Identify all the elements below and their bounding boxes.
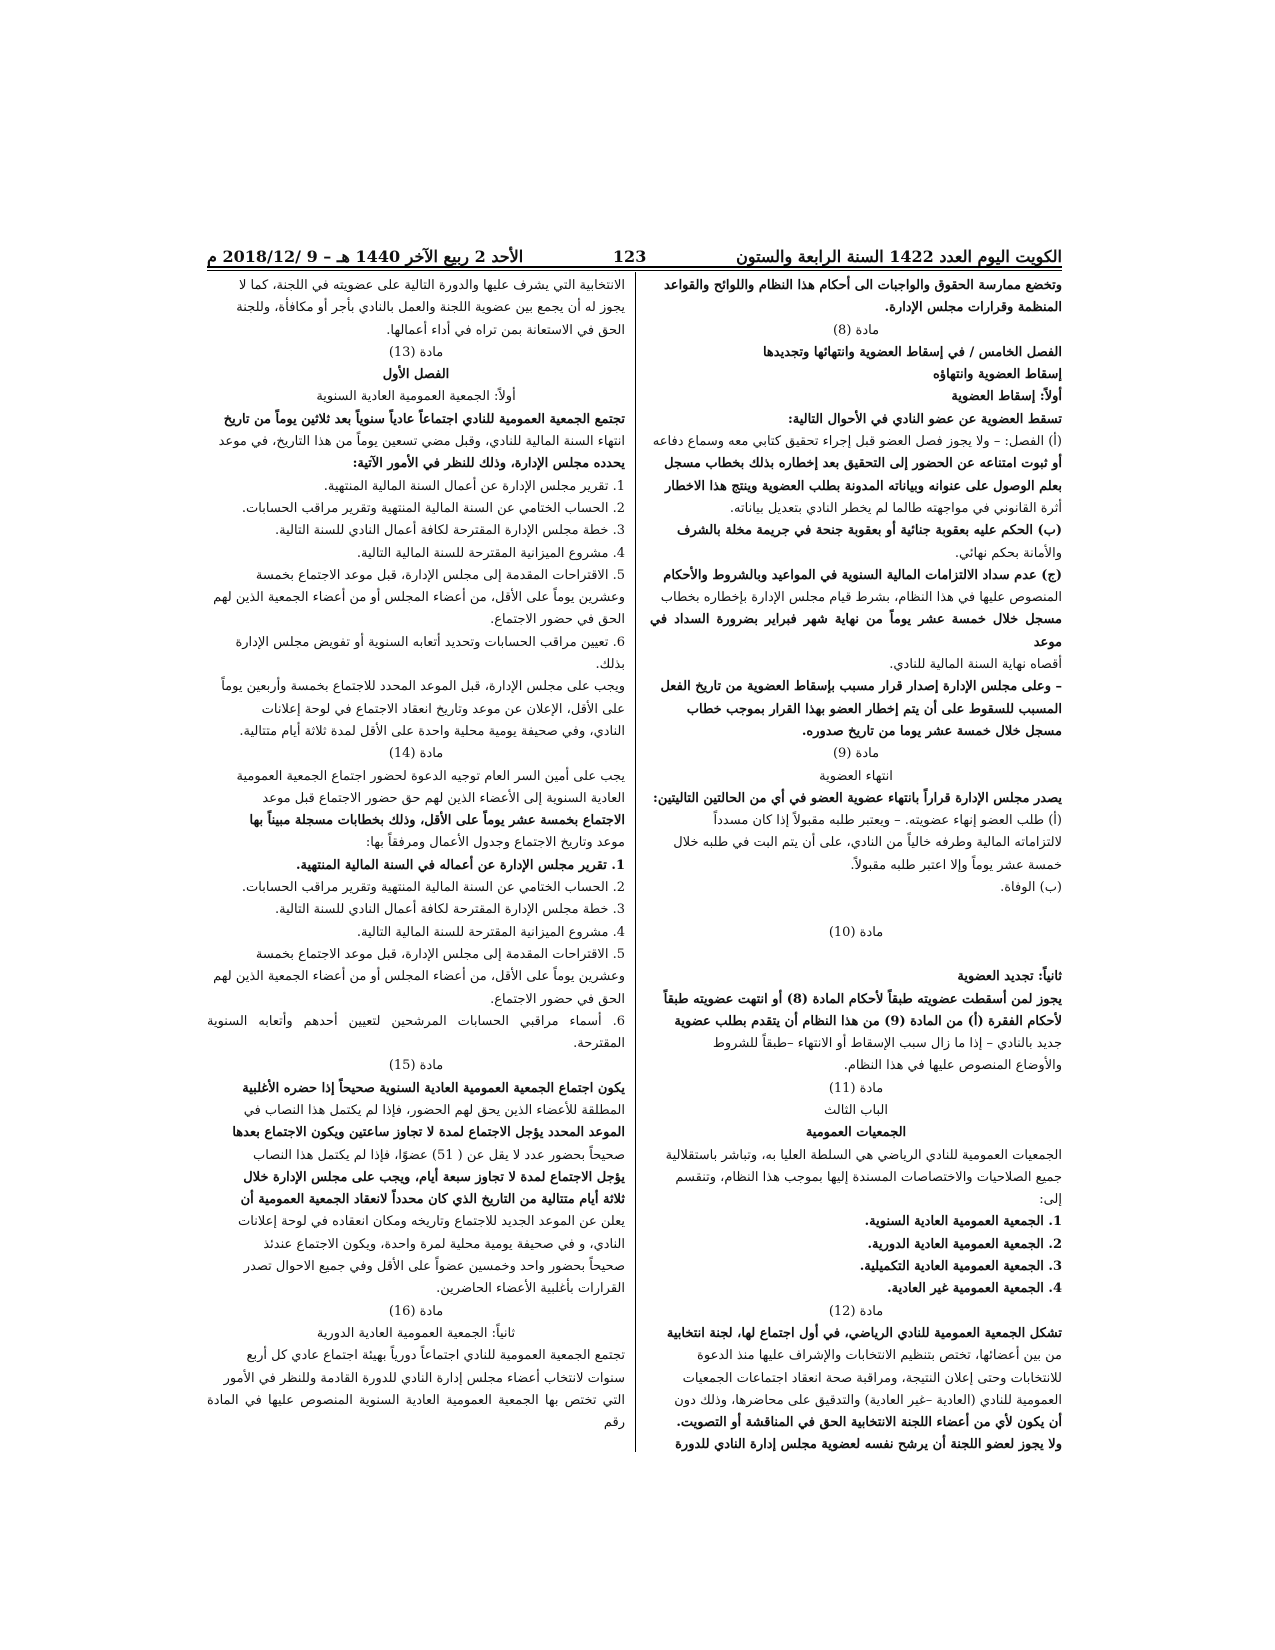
text-line: يصدر مجلس الإدارة قراراً بانتهاء عضوية العضو في أي من الحالتين التاليتين: [653,790,1062,806]
text-line: المنصوص عليها في هذا النظام، بشرط قيام مجلس الإدارة بإخطاره بخطاب [660,590,1062,606]
text-line: 3. خطة مجلس الإدارة المقترحة لكافة أعمال النادي للسنة التالية. [275,523,625,539]
text-line: المنظمة وقرارات مجلس الإدارة. [884,300,1062,316]
text-line: 4. مشروع الميزانية المقترحة للسنة المالية التالية. [356,545,625,561]
text-line: الحق في حضور الاجتماع. [490,612,625,628]
header-rule [207,266,1062,268]
text-line: النادي، وفي صحيفة يومية محلية واحدة على الأقل لمدة ثلاثة أيام متتالية. [239,723,625,739]
text-line: المطلقة للأعضاء الذين يحق لهم الحضور، فإذا لم يكتمل هذا النصاب في [243,1102,625,1118]
text-line: انتهاء العضوية [819,768,893,784]
text-line: 6. أسماء مراقبي الحسابات المرشحين لتعيين أحدهم وأتعابه السنوية المقترحة. [207,1013,625,1052]
text-line: القرارات بأغلبية الأعضاء الحاضرين. [436,1281,625,1297]
text-line: (ج) عدم سداد الالتزامات المالية السنوية في المواعيد وبالشروط والأحكام [663,567,1062,583]
text-line: الموعد المحدد يؤجل الاجتماع لمدة لا تجاوز ساعتين ويكون الاجتماع بعدها [232,1125,625,1141]
text-line: 3. الجمعية العمومية العادية التكميلية. [859,1259,1062,1275]
page-number: 123 [612,247,647,266]
text-line: مادة (14) [388,746,444,762]
text-line: موعد وتاريخ الاجتماع وجدول الأعمال ومرفقاً بها: [365,835,625,851]
header-rule-thin [207,270,1062,271]
text-line: (أ) طلب العضو إنهاء عضويته. – ويعتبر طلبه مقبولاً إذا كان مسدداً [713,813,1062,829]
text-line: الانتخابية التي يشرف عليها والدورة التالية على عضويته في اللجنة، كما لا [238,278,625,293]
text-line: مادة (12) [828,1303,884,1319]
text-line: 2. الجمعية العمومية العادية الدورية. [867,1236,1062,1252]
header-date: الأحد 2 ربيع الآخر 1440 هـ – 9 /2018/12 م [207,247,524,266]
text-line: (ب) الحكم عليه بعقوبة جنائية أو بعقوبة جنحة في جريمة مخلة بالشرف [676,523,1062,539]
text-line: النادي، و في صحيفة يومية محلية لمرة واحدة، ويكون الاجتماع عندئذ [263,1236,625,1252]
text-line: مادة (8) [832,322,880,338]
text-line: 5. الاقتراحات المقدمة إلى مجلس الإدارة، قبل موعد الاجتماع بخمسة [255,567,625,583]
text-line: انتهاء السنة المالية للنادي، وقبل مضي تسعين يوماً من هذا التاريخ، في موعد [218,434,625,450]
text-line: ويجب على مجلس الإدارة، قبل الموعد المحدد للاجتماع بخمسة وأربعين يوماً [221,679,625,695]
text-line [650,944,1062,966]
text-line: 2. الحساب الختامي عن السنة المالية المنتهية وتقرير مراقب الحسابات. [241,880,625,896]
text-line: – وعلى مجلس الإدارة إصدار قرار مسبب بإسقاط العضوية من تاريخ الفعل [660,679,1062,695]
text-line: مادة (11) [828,1080,884,1096]
text-line: تسقط العضوية عن عضو النادي في الأحوال التالية: [787,411,1062,427]
text-line: يجوز لمن أسقطت عضويته طبقاً لأحكام المادة (8) أو انتهت عضويته طبقاً [663,991,1062,1007]
text-line: وعشرين يوماً على الأقل، من أعضاء المجلس أو من أعضاء الجمعية الذين لهم [213,590,625,606]
column-divider [635,272,636,1452]
text-line: من بين أعضائها، تختص بتنظيم الانتخابات والإشراف عليها منذ الدعوة [697,1348,1062,1364]
text-line: 4. مشروع الميزانية المقترحة للسنة المالية التالية. [356,924,625,940]
text-line: والأمانة بحكم نهائي. [954,545,1062,561]
text-line: 2. الحساب الختامي عن السنة المالية المنتهية وتقرير مراقب الحسابات. [241,500,625,516]
text-line: 1. تقرير مجلس الإدارة عن أعمال السنة المالية المنتهية. [323,478,625,494]
text-line: مسجل خلال خمسة عشر يوما من تاريخ صدوره. [801,723,1062,739]
text-line: 5. الاقتراحات المقدمة إلى مجلس الإدارة، قبل موعد الاجتماع بخمسة [255,946,625,962]
text-line: مادة (10) [828,924,884,940]
text-line [650,899,1062,921]
text-line: مادة (9) [832,746,880,762]
text-line: يجوز له أن يجمع بين عضوية اللجنة والعمل بالنادي بأجر أو مكافأة، وللجنة [236,300,625,316]
text-line: تجتمع الجمعية العمومية للنادي اجتماعاً عادياً سنوياً بعد ثلاثين يوماً من تاريخ [223,411,625,427]
right-column [650,275,1062,1457]
text-line: لالتزاماته المالية وطرفه خالياً من النادي، على أن يتم البت في طلبه خلال [673,835,1062,851]
text-line: الفصل الأول [382,367,450,383]
text-line: 4. الجمعية العمومية غير العادية. [887,1281,1062,1297]
text-line: صحيحاً بحضور عدد لا يقل عن ( 51) عضوًا، فإذا لم يكتمل هذا النصاب [253,1147,625,1163]
text-line: الحق في الاستعانة بمن تراه في أداء أعمالها. [386,322,625,338]
text-line: إسقاط العضوية وانتهاؤه [932,367,1062,383]
text-line: خمسة عشر يوماً وإلا اعتبر طلبه مقبولاً. [850,857,1062,873]
text-line: الجمعيات العمومية للنادي الرياضي هي السلطة العليا به، وتباشر باستقلالية [665,1147,1062,1163]
text-line: سنوات لانتخاب أعضاء مجلس إدارة النادي للدورة القادمة وللنظر في الأمور [223,1370,625,1386]
text-line: يعلن عن الموعد الجديد للاجتماع وتاريخه ومكان انعقاده في لوحة إعلانات [238,1214,625,1230]
text-line: 3. خطة مجلس الإدارة المقترحة لكافة أعمال النادي للسنة التالية. [275,902,625,918]
text-line: أن يكون لأي من أعضاء اللجنة الانتخابية الحق في المناقشة أو التصويت. [676,1415,1062,1431]
text-line: جديد بالنادي – إذا ما زال سبب الإسقاط أو الانتهاء –طبقاً للشروط [712,1036,1062,1052]
text-line: يؤجل الاجتماع لمدة لا تجاوز سبعة أيام، ويجب على مجلس الإدارة خلال [243,1169,625,1185]
text-line: مادة (16) [388,1303,444,1319]
text-line: الباب الثالث [823,1102,888,1118]
text-line: العمومية للنادي (العادية –غير العادية) والتدقيق على محاضرها، وذلك دون [674,1392,1062,1408]
text-line: ثانياً: الجمعية العمومية العادية الدورية [316,1325,516,1341]
text-line: تجتمع الجمعية العمومية للنادي اجتماعاً دورياً بهيئة اجتماع عادي كل أربع [246,1348,625,1364]
text-line: بعلم الوصول على عنوانه وبياناته المدونة بطلب العضوية وينتج هذا الاخطار [665,478,1062,494]
text-line: 6. تعيين مراقب الحسابات وتحديد أتعابه السنوية أو تفويض مجلس الإدارة [235,634,625,650]
text-line: العادية السنوية إلى الأعضاء الذين لهم حق حضور الاجتماع قبل موعد [262,790,625,806]
text-line: تشكل الجمعية العمومية للنادي الرياضي، في أول اجتماع لها، لجنة انتخابية [666,1325,1062,1341]
text-line: الفصل الخامس / في إسقاط العضوية وانتهائها وتجديدها [762,344,1062,360]
text-line: يكون اجتماع الجمعية العمومية العادية السنوية صحيحاً إذا حضره الأغلبية [242,1080,625,1096]
text-line: الحق في حضور الاجتماع. [490,991,625,1007]
text-line: (ب) الوفاة. [1000,880,1062,896]
text-line: ثلاثة أيام متتالية من التاريخ الذي كان محدداً لانعقاد الجمعية العمومية أن [240,1192,625,1208]
left-column [207,275,625,1434]
text-line: أقصاه نهاية السنة المالية للنادي. [889,657,1062,673]
text-line: 1. الجمعية العمومية العادية السنوية. [864,1214,1062,1230]
text-line: 1. تقرير مجلس الإدارة عن أعماله في السنة المالية المنتهية. [295,857,625,873]
text-line: ولا يجوز لعضو اللجنة أن يرشح نفسه لعضوية مجلس إدارة النادي للدورة [675,1437,1062,1453]
text-line: للانتخابات وحتى إعلان النتيجة، ومراقبة صحة انعقاد اجتماعات الجمعيات [682,1370,1062,1386]
text-line: وعشرين يوماً على الأقل، من أعضاء المجلس أو من أعضاء الجمعية الذين لهم [213,969,625,985]
header-issue-info: الكويت اليوم العدد 1422 السنة الرابعة والستون [736,247,1062,266]
text-line: (أ) الفصل: – ولا يجوز فصل العضو قبل إجراء تحقيق كتابي معه وسماع دفاعه [652,434,1062,450]
text-line: وتخضع ممارسة الحقوق والواجبات الى أحكام هذا النظام واللوائح والقواعد [663,278,1062,293]
text-line: يجب على أمين السر العام توجيه الدعوة لحضور اجتماع الجمعية العمومية [236,768,625,784]
text-line: الاجتماع بخمسة عشر يوماً على الأقل، وذلك بخطابات مسجلة مبيناً بها [249,813,625,829]
text-line: صحيحاً بحضور واحد وخمسين عضواً على الأقل وفي جميع الاحوال تصدر [243,1259,625,1275]
text-line: مسجل خلال خمسة عشر يوماً من نهاية شهر فبراير بضرورة السداد في موعد [650,612,1062,650]
text-line: التي تختص بها الجمعية العمومية العادية السنوية المنصوص عليها في المادة رقم [207,1392,625,1431]
text-line: والأوضاع المنصوص عليها في هذا النظام. [843,1058,1062,1074]
text-line: لأحكام الفقرة (أ) من المادة (9) من هذا النظام أن يتقدم بطلب عضوية [674,1013,1062,1029]
text-line: يحدده مجلس الإدارة، وذلك للنظر في الأمور الآتية: [352,456,625,472]
text-line: مادة (13) [388,344,444,360]
text-line: أثرة القانوني في مواجهته طالما لم يخطر النادي بتعديل بياناته. [729,500,1062,516]
text-line: المسبب للسقوط على أن يتم إخطار العضو بهذا القرار بموجب خطاب [686,701,1062,717]
text-line: أو ثبوت امتناعه عن الحضور إلى التحقيق بعد إخطاره بذلك بخطاب مسجل [664,456,1062,472]
text-line: أولاً: الجمعية العمومية العادية السنوية [316,389,516,405]
text-line: بذلك. [595,657,625,673]
text-line: إلى: [1039,1192,1062,1208]
text-line: جميع الصلاحيات والاختصاصات المسندة إليها بموجب هذا النظام، وتنقسم [675,1169,1062,1185]
text-line: ثانياً: تجديد العضوية [957,969,1062,985]
text-line: مادة (15) [388,1058,444,1074]
text-line: الجمعيات العمومية [805,1125,907,1141]
page-header [207,238,1062,266]
text-line: أولاً: إسقاط العضوية [951,389,1062,405]
text-line: على الأقل، الإعلان عن موعد وتاريخ انعقاد الاجتماع في لوحة إعلانات [261,701,625,717]
